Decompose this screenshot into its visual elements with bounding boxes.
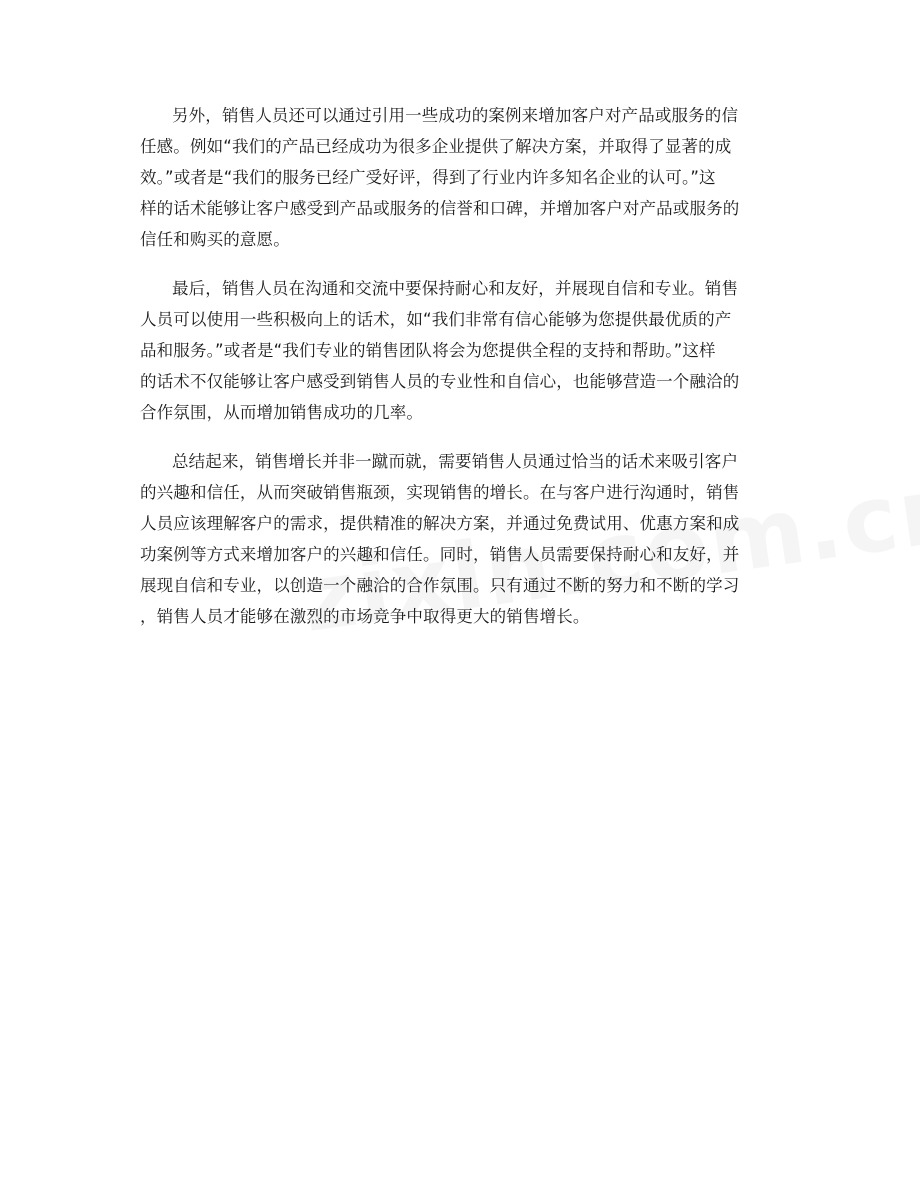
paragraph-line: 最后，销售人员在沟通和交流中要保持耐心和友好，并展现自信和专业。销售	[172, 279, 739, 298]
paragraph-line: 展现自信和专业，以创造一个融洽的合作氛围。只有通过不断的努力和不断的学习	[140, 576, 740, 595]
paragraph-3	[140, 446, 788, 632]
paragraph-1	[140, 100, 788, 255]
paragraph-line: 功案例等方式来增加客户的兴趣和信任。同时，销售人员需要保持耐心和友好，并	[140, 545, 740, 564]
paragraph-line: 样的话术能够让客户感受到产品或服务的信誉和口碑，并增加客户对产品或服务的	[140, 199, 740, 218]
paragraph-line: 的话术不仅能够让客户感受到销售人员的专业性和自信心，也能够营造一个融洽的	[140, 372, 740, 391]
paragraph-line: 总结起来，销售增长并非一蹴而就，需要销售人员通过恰当的话术来吸引客户	[172, 452, 739, 471]
paragraph-line: ，销售人员才能够在激烈的市场竞争中取得更大的销售增长。	[140, 607, 590, 626]
document-body	[140, 100, 788, 650]
paragraph-line: 的兴趣和信任，从而突破销售瓶颈，实现销售的增长。在与客户进行沟通时，销售	[140, 483, 740, 502]
paragraph-line: 人员可以使用一些积极向上的话术，如“我们非常有信心能够为您提供最优质的产	[140, 310, 732, 329]
paragraph-line: 品和服务。”或者是“我们专业的销售团队将会为您提供全程的支持和帮助。”这样	[140, 341, 716, 360]
paragraph-line: 任感。例如“我们的产品已经成功为很多企业提供了解决方案，并取得了显著的成	[140, 137, 732, 156]
paragraph-line: 另外，销售人员还可以通过引用一些成功的案例来增加客户对产品或服务的信	[172, 106, 739, 125]
paragraph-line: 人员应该理解客户的需求，提供精准的解决方案，并通过免费试用、优惠方案和成	[140, 514, 740, 533]
paragraph-2	[140, 273, 788, 428]
paragraph-line: 合作氛围，从而增加销售成功的几率。	[140, 403, 424, 422]
paragraph-line: 信任和购买的意愿。	[140, 230, 290, 249]
paragraph-line: 效。”或者是“我们的服务已经广受好评，得到了行业内许多知名企业的认可。”这	[140, 168, 716, 187]
